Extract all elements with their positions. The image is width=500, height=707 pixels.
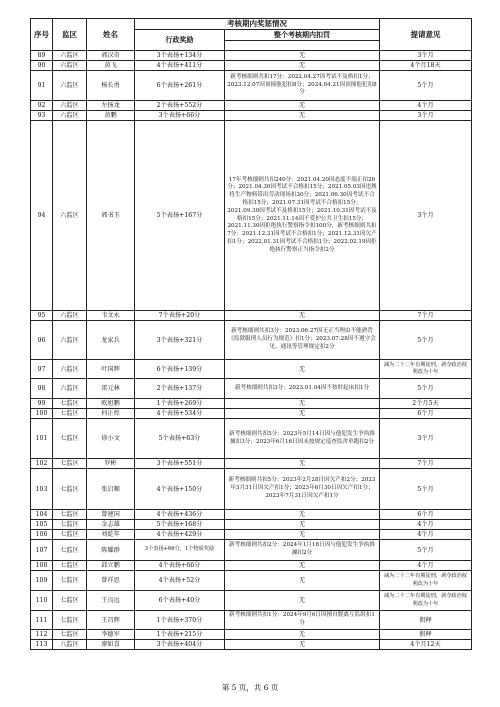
- row-admin-award: 5个表扬+168分: [135, 520, 225, 530]
- row-deduction: 无: [225, 510, 380, 520]
- row-district: 八监区: [53, 640, 87, 650]
- row-seq: 103: [31, 469, 53, 510]
- row-deduction: 无: [225, 640, 380, 650]
- row-name: 郭汉奇: [87, 51, 135, 61]
- row-district: 六监区: [53, 379, 87, 399]
- row-name: 杨长勇: [87, 71, 135, 101]
- row-seq: 105: [31, 520, 53, 530]
- row-admin-award: 4个表扬+534分: [135, 409, 225, 419]
- row-name: 欧旭鹏: [87, 399, 135, 409]
- table-row: [31, 469, 472, 510]
- header-deduction-spacer: [225, 41, 380, 51]
- row-seq: 113: [31, 640, 53, 650]
- table-row: [31, 409, 472, 419]
- table-row: [31, 630, 472, 640]
- row-name: 黄鹏: [87, 111, 135, 121]
- row-seq: 98: [31, 379, 53, 399]
- row-district: 六监区: [53, 51, 87, 61]
- row-seq: 110: [31, 591, 53, 611]
- row-deduction: 新考核细则共扣3分：2023.01.04因不按时起床扣1分: [225, 379, 380, 399]
- table-row: [31, 419, 472, 459]
- row-admin-award: 4个表扬+66分: [135, 561, 225, 571]
- table-body: [31, 51, 472, 650]
- row-seq: 91: [31, 71, 53, 101]
- row-deduction: 无: [225, 399, 380, 409]
- row-district: 七监区: [53, 399, 87, 409]
- row-deduction: 无: [225, 51, 380, 61]
- row-name: 徐小文: [87, 419, 135, 459]
- row-admin-award: 2个表扬+552分: [135, 101, 225, 111]
- row-district: 七监区: [53, 571, 87, 591]
- row-opinion: 4个月18天: [380, 61, 472, 71]
- header-assessment: 考核期内奖惩情况: [135, 19, 380, 30]
- row-opinion: 5个月: [380, 379, 472, 399]
- table-row: [31, 561, 472, 571]
- row-deduction: 无: [225, 530, 380, 540]
- row-opinion: 4个月12天: [380, 640, 472, 650]
- row-deduction: 无: [225, 111, 380, 121]
- row-name: 曾祥思: [87, 571, 135, 591]
- row-deduction: 无: [225, 61, 380, 71]
- row-opinion: 4个月: [380, 530, 472, 540]
- row-district: 六监区: [53, 101, 87, 111]
- row-admin-award: 4个表扬+150分: [135, 469, 225, 510]
- row-name: 罗彬: [87, 459, 135, 469]
- row-opinion: 3个月: [380, 51, 472, 61]
- row-seq: 106: [31, 530, 53, 540]
- row-opinion: 3个月: [380, 419, 472, 459]
- header-opinion: 提请意见: [380, 19, 472, 51]
- row-deduction: 17年考核细则共扣240分：2021.04.20因态度不端正扣20分；2021.04.30因考试不合格扣15分；2021.05.03因违规将生产物料带出劳动现场扣30分；2021.06.30因考试不合格扣15分；2021.07.31因考试不合格扣15分；2021.09.30因考试不及格扣15分；2021.10.31因考试不及格扣15分；2021.11.14因不爱护公共卫生扣15分；2021.11.30因拒绝执行警察指令扣100分，新考核细则共扣7分：2021.12.31因考试不合格扣1分；2021.12.31因欠产扣1分；2022.01.31因考试不合格扣1分；2022.02.19因拒绝执行警察正当指令扣2分: [225, 121, 380, 311]
- header-admin-award: 行政奖励: [135, 30, 225, 51]
- row-seq: 99: [31, 399, 53, 409]
- row-opinion: 减为二十二年有期徒刑，剥夺政治权利改为十年: [380, 571, 472, 591]
- row-opinion: 5个月: [380, 321, 472, 360]
- row-deduction: 无: [225, 459, 380, 469]
- table-row: [31, 311, 472, 321]
- row-admin-award: 5个表扬+63分: [135, 419, 225, 459]
- row-seq: 97: [31, 360, 53, 379]
- row-name: 何正煌: [87, 409, 135, 419]
- row-deduction: 无: [225, 571, 380, 591]
- table-row: [31, 379, 472, 399]
- table-row: [31, 360, 472, 379]
- row-district: 七监区: [53, 561, 87, 571]
- row-deduction: 无: [225, 311, 380, 321]
- row-opinion: 5个月: [380, 71, 472, 101]
- row-seq: 92: [31, 101, 53, 111]
- row-seq: 108: [31, 561, 53, 571]
- row-opinion: 7个月: [380, 459, 472, 469]
- row-name: 黄飞: [87, 61, 135, 71]
- table-row: [31, 540, 472, 561]
- row-district: 六监区: [53, 71, 87, 101]
- row-district: 七监区: [53, 591, 87, 611]
- table-row: [31, 530, 472, 540]
- row-admin-award: 3个表扬+134分: [135, 51, 225, 61]
- row-seq: 93: [31, 111, 53, 121]
- table-row: [31, 61, 472, 71]
- row-seq: 94: [31, 121, 53, 311]
- table-row: [31, 121, 472, 311]
- row-deduction: 新考核细则共扣5分：2023年5月14日因与他犯发生争执推搡扣3分；2023年6月16日因未按规定巡查监舍单跑扣2分: [225, 419, 380, 459]
- row-opinion: 5个月: [380, 469, 472, 510]
- header-deduction: 整个考核期内扣罚: [225, 30, 380, 41]
- row-opinion: 4个月: [380, 520, 472, 530]
- row-deduction: 无: [225, 630, 380, 640]
- row-district: 七监区: [53, 510, 87, 520]
- table-row: [31, 399, 472, 409]
- header-seq: 序号: [31, 19, 53, 51]
- row-deduction: 无: [225, 409, 380, 419]
- table-row: [31, 101, 472, 111]
- row-name: 金志雄: [87, 520, 135, 530]
- row-opinion: 假释: [380, 630, 472, 640]
- row-name: 曾建国: [87, 510, 135, 520]
- row-opinion: 6个月: [380, 409, 472, 419]
- row-opinion: 5个月: [380, 540, 472, 561]
- row-opinion: 2个月5天: [380, 399, 472, 409]
- row-name: 李德军: [87, 630, 135, 640]
- row-deduction: 无: [225, 360, 380, 379]
- row-seq: 89: [31, 51, 53, 61]
- row-district: 七监区: [53, 630, 87, 640]
- row-admin-award: 3个表扬+551分: [135, 459, 225, 469]
- row-district: 七监区: [53, 459, 87, 469]
- table-row: [31, 51, 472, 61]
- row-district: 六监区: [53, 321, 87, 360]
- row-name: 刘乾年: [87, 530, 135, 540]
- row-opinion: 6个月: [380, 510, 472, 520]
- row-name: 叶国辉: [87, 360, 135, 379]
- row-name: 左扬龙: [87, 101, 135, 111]
- row-admin-award: 3个表扬+66分: [135, 111, 225, 121]
- row-opinion: 4个月: [380, 561, 472, 571]
- row-district: 七监区: [53, 520, 87, 530]
- row-admin-award: 4个表扬+429分: [135, 530, 225, 540]
- table-row: [31, 591, 472, 611]
- assessment-table: [30, 18, 472, 650]
- row-deduction: 无: [225, 520, 380, 530]
- row-district: 七监区: [53, 419, 87, 459]
- row-seq: 107: [31, 540, 53, 561]
- row-deduction: 新考核细则共扣2分：2024年1月18日因与他犯发生争执推搡扣2分: [225, 540, 380, 561]
- row-district: 六监区: [53, 61, 87, 71]
- row-deduction: 无: [225, 591, 380, 611]
- row-admin-award: 2个表扬+137分: [135, 379, 225, 399]
- row-district: 七监区: [53, 530, 87, 540]
- row-district: 六监区: [53, 311, 87, 321]
- row-admin-award: 6个表扬+40分: [135, 591, 225, 611]
- row-district: 七监区: [53, 469, 87, 510]
- row-deduction: 新考核细则共扣3分：2023.06.27因无正当理由不能熟背《监狱服刑人员行为规范》扣1分；2023.07.28因不遵守会见、通讯等管理规定扣2分: [225, 321, 380, 360]
- row-admin-award: 1个表扬+370分: [135, 611, 225, 630]
- row-district: 七监区: [53, 611, 87, 630]
- table-row: [31, 571, 472, 591]
- row-seq: 111: [31, 611, 53, 630]
- table-row: [31, 321, 472, 360]
- row-admin-award: 4个表扬+52分: [135, 571, 225, 591]
- row-opinion: 假释: [380, 611, 472, 630]
- row-name: 邱立鹏: [87, 561, 135, 571]
- row-seq: 102: [31, 459, 53, 469]
- row-name: 陈耀群: [87, 540, 135, 561]
- header-district: 监区: [53, 19, 87, 51]
- row-district: 六监区: [53, 121, 87, 311]
- row-seq: 90: [31, 61, 53, 71]
- row-deduction: 新考核细则共扣17分：2022.04.27因考试不及格扣1分；2023.12.07因顶撞他犯扣8分；2024.04.21因顶撞他犯扣8分: [225, 71, 380, 101]
- row-seq: 104: [31, 510, 53, 520]
- table-row: [31, 640, 472, 650]
- row-name: 王良远: [87, 591, 135, 611]
- row-admin-award: 4个表扬+411分: [135, 61, 225, 71]
- row-opinion: 4个月: [380, 101, 472, 111]
- row-name: 张启顺: [87, 469, 135, 510]
- row-admin-award: 4个表扬+436分: [135, 510, 225, 520]
- table-row: [31, 510, 472, 520]
- row-district: 七监区: [53, 409, 87, 419]
- row-district: 六监区: [53, 111, 87, 121]
- row-seq: 109: [31, 571, 53, 591]
- row-admin-award: 3个表扬+66分，1个物质奖励: [135, 540, 225, 561]
- row-opinion: 3个月: [380, 121, 472, 311]
- row-admin-award: 6个表扬+261分: [135, 71, 225, 101]
- row-seq: 95: [31, 311, 53, 321]
- row-admin-award: 3个表扬+404分: [135, 640, 225, 650]
- row-admin-award: 7个表扬+20分: [135, 311, 225, 321]
- row-admin-award: 1个表扬+269分: [135, 399, 225, 409]
- row-deduction: 新考核细则共扣5分：2023年2月28日因欠产扣2分；2023年3月31日因欠产扣1分；2023年6月30日因欠产扣1分；2023年7月31日因欠产扣1分: [225, 469, 380, 510]
- table-row: [31, 71, 472, 101]
- row-name: 郭书玉: [87, 121, 135, 311]
- page-footer: 第 5 页，共 6 页: [221, 683, 279, 692]
- row-seq: 100: [31, 409, 53, 419]
- row-seq: 96: [31, 321, 53, 360]
- row-admin-award: 6个表扬+139分: [135, 360, 225, 379]
- table-row: [31, 111, 472, 121]
- table-row: [31, 611, 472, 630]
- row-deduction: 无: [225, 101, 380, 111]
- row-name: 雷元林: [87, 379, 135, 399]
- row-seq: 112: [31, 630, 53, 640]
- row-seq: 101: [31, 419, 53, 459]
- row-admin-award: 3个表扬+321分: [135, 321, 225, 360]
- document-page: [30, 18, 471, 650]
- table-row: [31, 520, 472, 530]
- row-opinion: 3个月: [380, 111, 472, 121]
- row-admin-award: 5个表扬+167分: [135, 121, 225, 311]
- table-row: [31, 459, 472, 469]
- row-name: 龙家兵: [87, 321, 135, 360]
- header-name: 姓名: [87, 19, 135, 51]
- row-opinion: 减为二十二年有期徒刑，剥夺政治权利改为十年: [380, 360, 472, 379]
- row-name: 王昌辉: [87, 611, 135, 630]
- row-name: 韦文永: [87, 311, 135, 321]
- row-district: 七监区: [53, 540, 87, 561]
- row-district: 六监区: [53, 360, 87, 379]
- row-opinion: 减为二十二年有期徒刑，剥夺政治权利改为十年: [380, 591, 472, 611]
- row-deduction: 无: [225, 561, 380, 571]
- row-deduction: 新考核细则共扣1分：2024年9月6日因擅自脱离互监组扣1分: [225, 611, 380, 630]
- row-admin-award: 1个表扬+215分: [135, 630, 225, 640]
- row-opinion: 7个月: [380, 311, 472, 321]
- row-name: 廖如喜: [87, 640, 135, 650]
